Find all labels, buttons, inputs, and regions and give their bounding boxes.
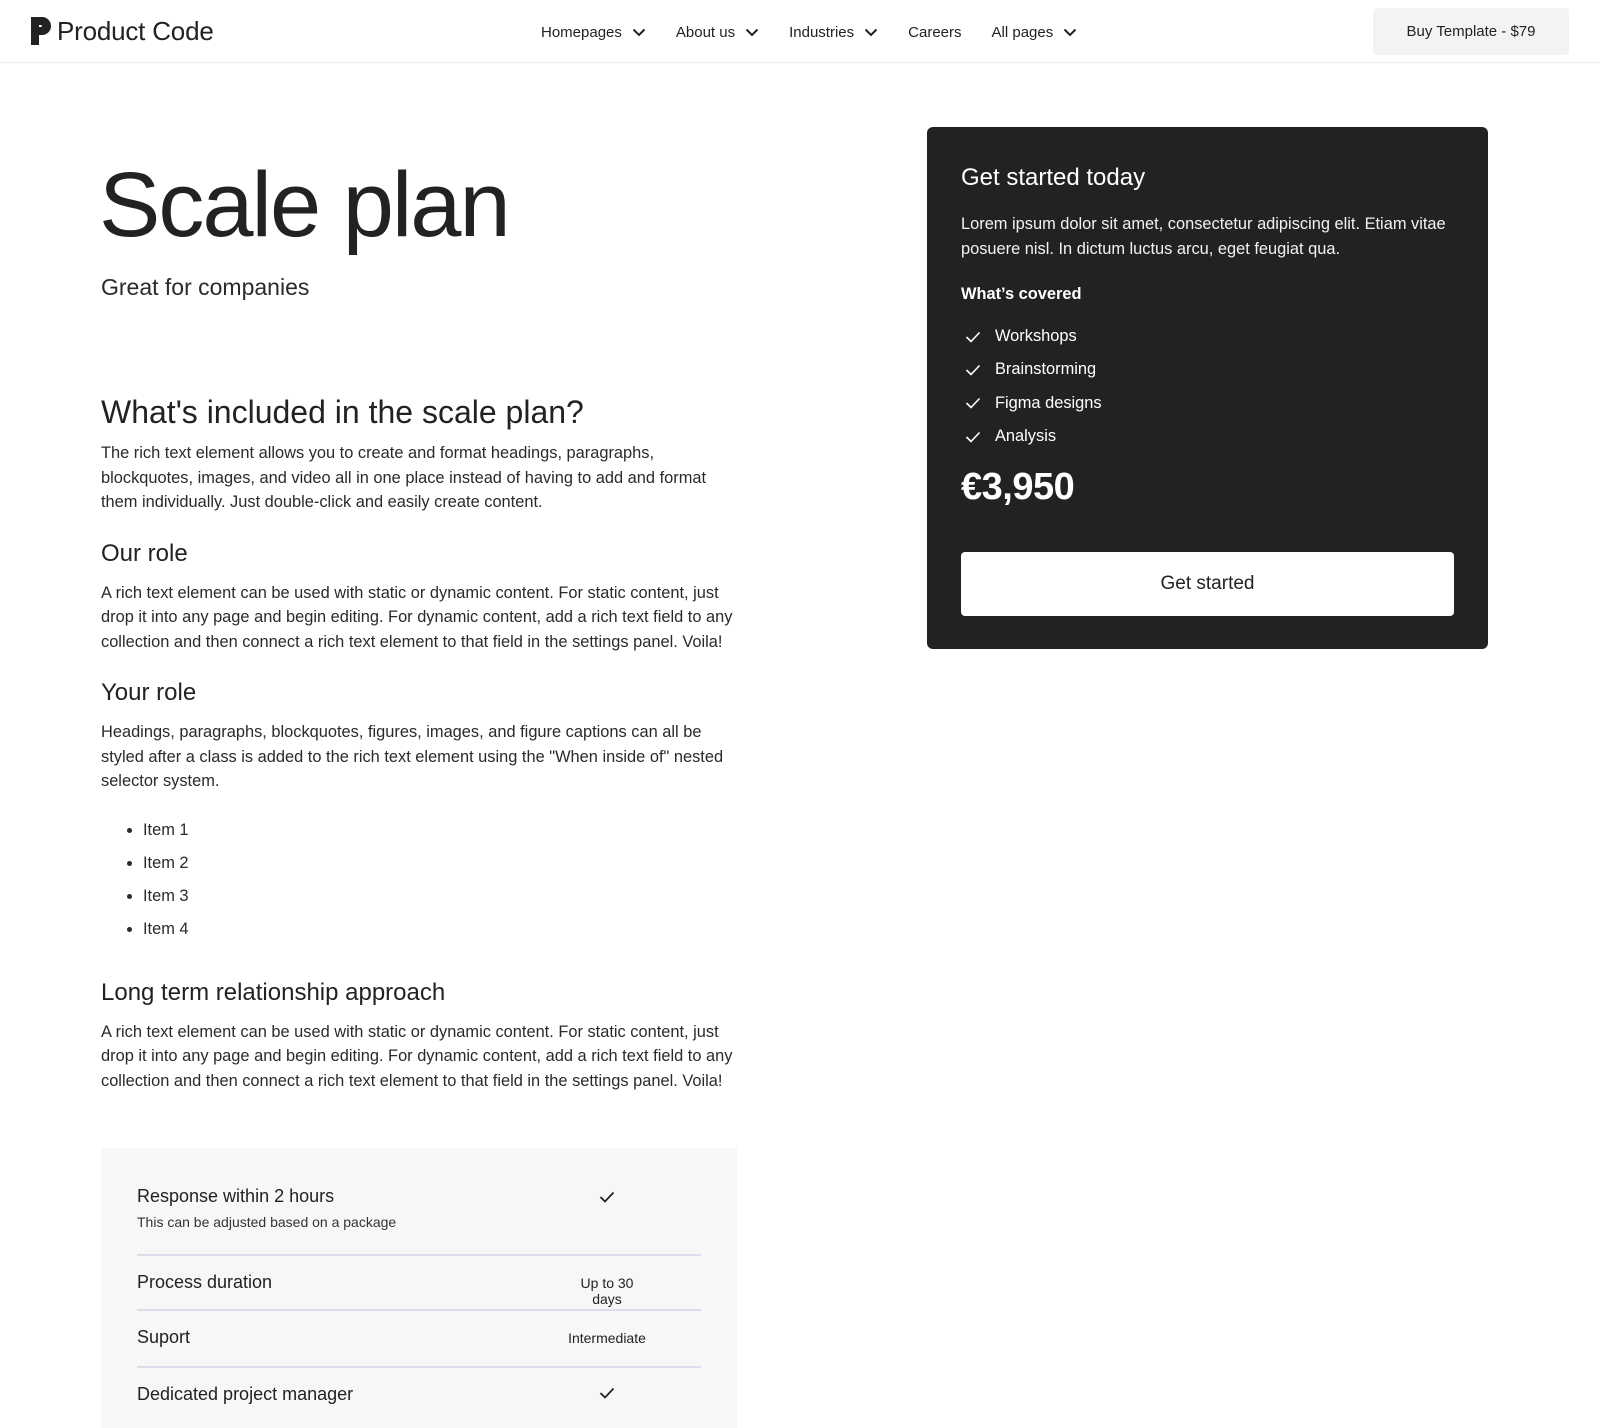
features-table [101,1148,737,1428]
covered-list [961,320,1102,453]
your-role-heading: Your role [101,679,197,706]
nav-all-pages[interactable] [992,24,1078,41]
chevron-down-icon [1063,28,1077,37]
list-item [961,320,1102,353]
long-term-paragraph: A rich text element can be used with static or dynamic content. For static content, just drop it into any page and begin editing. For dynamic content, add a rich text field to any collection and then connect a rich text element to that field in the settings panel. Voila! [101,1022,733,1090]
check-icon [599,1387,615,1399]
nav-label: Industries [789,23,855,41]
check-icon [965,364,981,376]
our-role-heading: Our role [101,539,188,567]
main-nav [541,19,1107,45]
page-subtitle: Great for companies [101,274,310,300]
card-description: Lorem ipsum dolor sit amet, consectetur adipiscing elit. Etiam vitae posuere nisl. In dictum luctus arcu, eget feugiat qua. [961,215,1446,258]
chevron-down-icon [632,28,646,37]
chevron-down-icon [745,28,759,37]
covered-item-label: Figma designs [995,393,1102,412]
your-role-paragraph: Headings, paragraphs, blockquotes, figures, images, and figure captions can all be styled after a class is added to the rich text element using the "When inside of" nested selector system. [101,723,724,790]
nav-careers[interactable] [908,24,961,41]
logo-mark-icon [31,17,51,45]
nav-about-us[interactable] [676,24,759,41]
nav-label: About us [675,23,736,41]
nav-label: Homepages [541,23,622,41]
list-item [961,420,1102,453]
check-icon [599,1191,615,1203]
list-item: • Item 1 [143,814,741,847]
pricing-card [927,127,1488,649]
nav-industries[interactable] [789,24,878,41]
get-started-button[interactable]: Get started [961,552,1454,616]
top-navigation [0,0,1600,63]
list-item: • Item 4 [143,913,741,946]
duration-label: Process duration [137,1272,273,1292]
manager-label: Dedicated project manager [137,1384,354,1404]
support-value: Intermediate [568,1330,646,1346]
response-value [567,1190,647,1206]
item-list [143,814,741,947]
support-label: Suport [137,1327,191,1347]
price: €3,950 [961,466,1075,508]
table-row [137,1311,701,1368]
nav-label: All pages [991,23,1054,41]
covered-item-label: Workshops [995,327,1077,346]
table-row [137,1256,701,1311]
table-row [137,1186,701,1256]
response-sub: This can be adjusted based on a package [137,1214,397,1230]
section-heading: What's included in the scale plan? [101,394,584,430]
list-item [961,353,1102,386]
logo[interactable] [31,16,214,46]
card-title: Get started today [961,164,1146,191]
nav-label: Careers [908,23,962,41]
response-label: Response within 2 hours [137,1186,335,1206]
table-row [137,1368,701,1428]
list-item: • Item 2 [143,847,741,880]
our-role-paragraph: A rich text element can be used with static or dynamic content. For static content, just drop it into any page and begin editing. For dynamic content, add a rich text field to any collection and then connect a rich text element to that field in the settings panel. Voila! [101,583,733,651]
long-term-heading: Long term relationship approach [101,978,446,1006]
list-item [961,387,1102,420]
buy-template-button[interactable]: Buy Template - $79 [1373,8,1569,55]
covered-heading: What’s covered [961,285,1082,303]
check-icon [965,431,981,443]
check-icon [965,331,981,343]
chevron-down-icon [864,28,878,37]
covered-item-label: Brainstorming [995,360,1097,379]
list-item: • Item 3 [143,880,741,913]
nav-homepages[interactable] [541,24,646,41]
covered-item-label: Analysis [995,427,1057,446]
rich-text-content [101,392,741,1093]
duration-value: Up to 30 days [580,1275,634,1307]
check-icon [965,397,981,409]
intro-paragraph: The rich text element allows you to create and format headings, paragraphs, blockquotes, images, and video all in one place instead of having to add and format them individually. Just double-click and easily create content. [101,444,707,511]
page-title: Scale plan [99,154,509,256]
logo-text: Product Code [57,16,214,46]
